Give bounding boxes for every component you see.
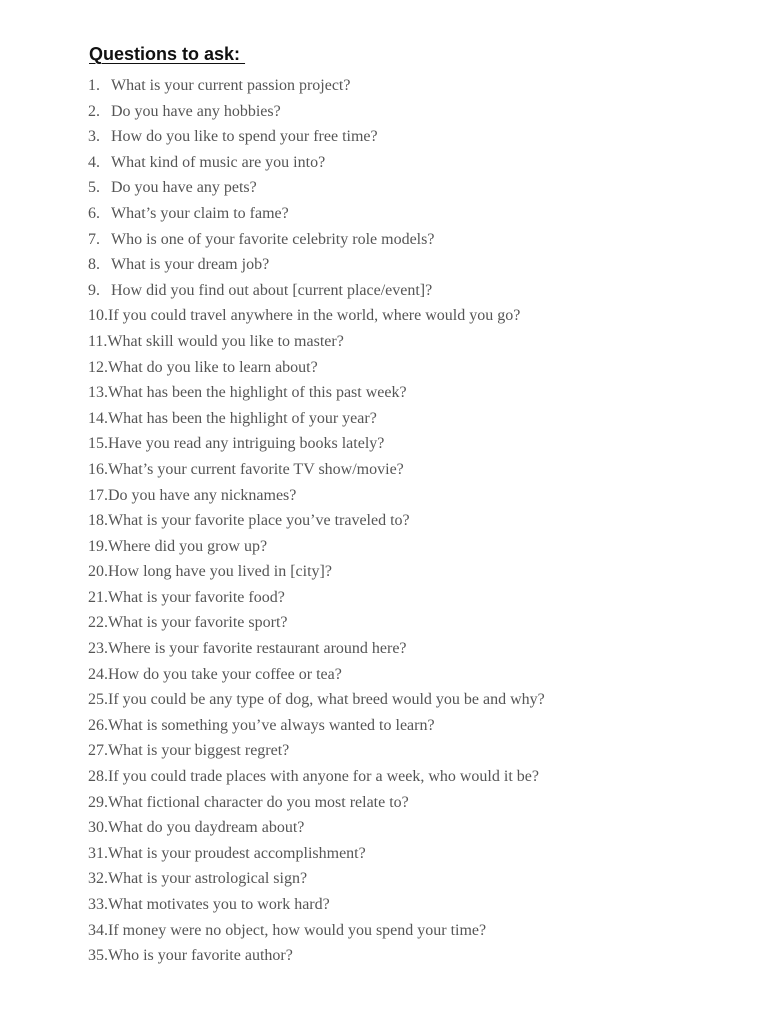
page-title: Questions to ask: [89, 44, 246, 64]
question-item [88, 587, 545, 613]
question-item [88, 536, 545, 562]
question-text: What skill would you like to master? [107, 332, 344, 350]
question-number: 16. [88, 460, 108, 478]
question-item [88, 203, 545, 229]
question-text: What is your favorite food? [108, 588, 285, 606]
question-text: What has been the highlight of your year? [108, 409, 377, 427]
question-item [88, 638, 545, 664]
question-item [88, 689, 545, 715]
question-number: 9. [88, 281, 100, 299]
question-item [88, 612, 545, 638]
question-number: 18. [88, 512, 108, 530]
question-number: 29. [88, 793, 108, 811]
question-number: 28. [88, 768, 108, 786]
question-item [88, 894, 545, 920]
question-text: Who is your favorite author? [108, 947, 293, 965]
question-number: 5. [88, 179, 100, 197]
question-text: How do you like to spend your free time? [111, 128, 378, 146]
question-number: 13. [88, 384, 108, 402]
question-number: 32. [88, 870, 108, 888]
question-item [88, 280, 545, 306]
question-item [88, 126, 545, 152]
question-number: 22. [88, 614, 108, 632]
question-item [88, 382, 545, 408]
question-item [88, 664, 545, 690]
question-item [88, 792, 545, 818]
question-text: What motivates you to work hard? [108, 896, 330, 913]
question-number: 8. [88, 256, 100, 274]
question-item [88, 101, 545, 127]
question-text: Where did you grow up? [108, 537, 268, 555]
question-number: 26. [88, 716, 108, 734]
question-item [88, 485, 545, 511]
question-number: 14. [88, 409, 108, 427]
question-item [88, 305, 545, 331]
question-number: 7. [88, 230, 100, 248]
question-item [88, 561, 545, 587]
question-item [88, 740, 545, 766]
question-number: 17. [88, 486, 108, 504]
question-text: What fictional character do you most relate to? [108, 793, 409, 811]
question-number: 4. [88, 153, 100, 171]
question-text: What kind of music are you into? [111, 153, 326, 171]
question-item [88, 868, 545, 894]
question-number: 3. [88, 128, 100, 146]
question-item [88, 331, 545, 357]
question-number: 6. [88, 204, 100, 222]
question-text: Do you have any hobbies? [111, 102, 281, 120]
question-item [88, 152, 545, 178]
question-text: What’s your current favorite TV show/movie? [108, 460, 404, 478]
question-item [88, 945, 545, 971]
question-text: What is your favorite sport? [108, 614, 288, 632]
question-item [88, 459, 545, 485]
question-number: 2. [88, 102, 100, 120]
question-text: If you could be any type of dog, what breed would you be and why? [108, 691, 545, 709]
question-text: What is your proudest accomplishment? [108, 844, 366, 862]
question-item [88, 357, 545, 383]
question-text: If you could travel anywhere in the world, where would you go? [108, 307, 521, 325]
question-text: Do you have any nicknames? [108, 486, 297, 504]
question-number: 20. [88, 563, 108, 581]
question-number: 31. [88, 844, 108, 862]
question-number: 25. [88, 691, 108, 709]
question-text: What is your favorite place you’ve traveled to? [108, 512, 410, 530]
question-item [88, 817, 545, 843]
question-text: What is your current passion project? [111, 77, 351, 94]
question-item [88, 229, 545, 255]
question-text: Where is your favorite restaurant around here? [108, 640, 407, 658]
question-number: 30. [88, 819, 108, 837]
question-number: 15. [88, 435, 108, 453]
question-item [88, 433, 545, 459]
question-item [88, 715, 545, 741]
questions-list [88, 75, 545, 971]
question-number: 11. [88, 332, 108, 350]
question-item [88, 766, 545, 792]
question-text: Do you have any pets? [111, 179, 257, 197]
question-number: 19. [88, 537, 108, 555]
question-text: What is your astrological sign? [108, 870, 308, 888]
question-number: 24. [88, 665, 108, 683]
question-text: If you could trade places with anyone for a week, who would it be? [108, 768, 539, 786]
question-text: If money were no object, how would you spend your time? [108, 921, 487, 939]
question-number: 23. [88, 640, 108, 658]
question-number: 34. [88, 921, 108, 939]
question-item [88, 254, 545, 280]
question-item [88, 75, 545, 101]
question-item [88, 177, 545, 203]
question-item [88, 843, 545, 869]
question-text: What has been the highlight of this past week? [108, 384, 407, 402]
question-number: 21. [88, 588, 108, 606]
question-text: What is your dream job? [111, 256, 270, 274]
question-text: What is something you’ve always wanted to learn? [108, 716, 435, 734]
question-number: 35. [88, 947, 108, 965]
question-text: How do you take your coffee or tea? [108, 665, 342, 683]
question-number: 27. [88, 742, 108, 760]
question-number: 33. [88, 896, 108, 913]
question-text: Have you read any intriguing books lately? [108, 435, 385, 453]
question-number: 1. [88, 77, 100, 94]
question-text: How did you find out about [current place/event]? [111, 281, 433, 299]
question-item [88, 408, 545, 434]
question-text: What do you like to learn about? [108, 358, 318, 376]
question-number: 10. [88, 307, 108, 325]
question-item [88, 920, 545, 946]
question-item [88, 510, 545, 536]
question-number: 12. [88, 358, 108, 376]
question-text: What’s your claim to fame? [111, 204, 289, 222]
question-text: What is your biggest regret? [108, 742, 290, 760]
question-text: How long have you lived in [city]? [108, 563, 332, 581]
question-text: What do you daydream about? [108, 819, 305, 837]
question-text: Who is one of your favorite celebrity role models? [111, 230, 435, 248]
